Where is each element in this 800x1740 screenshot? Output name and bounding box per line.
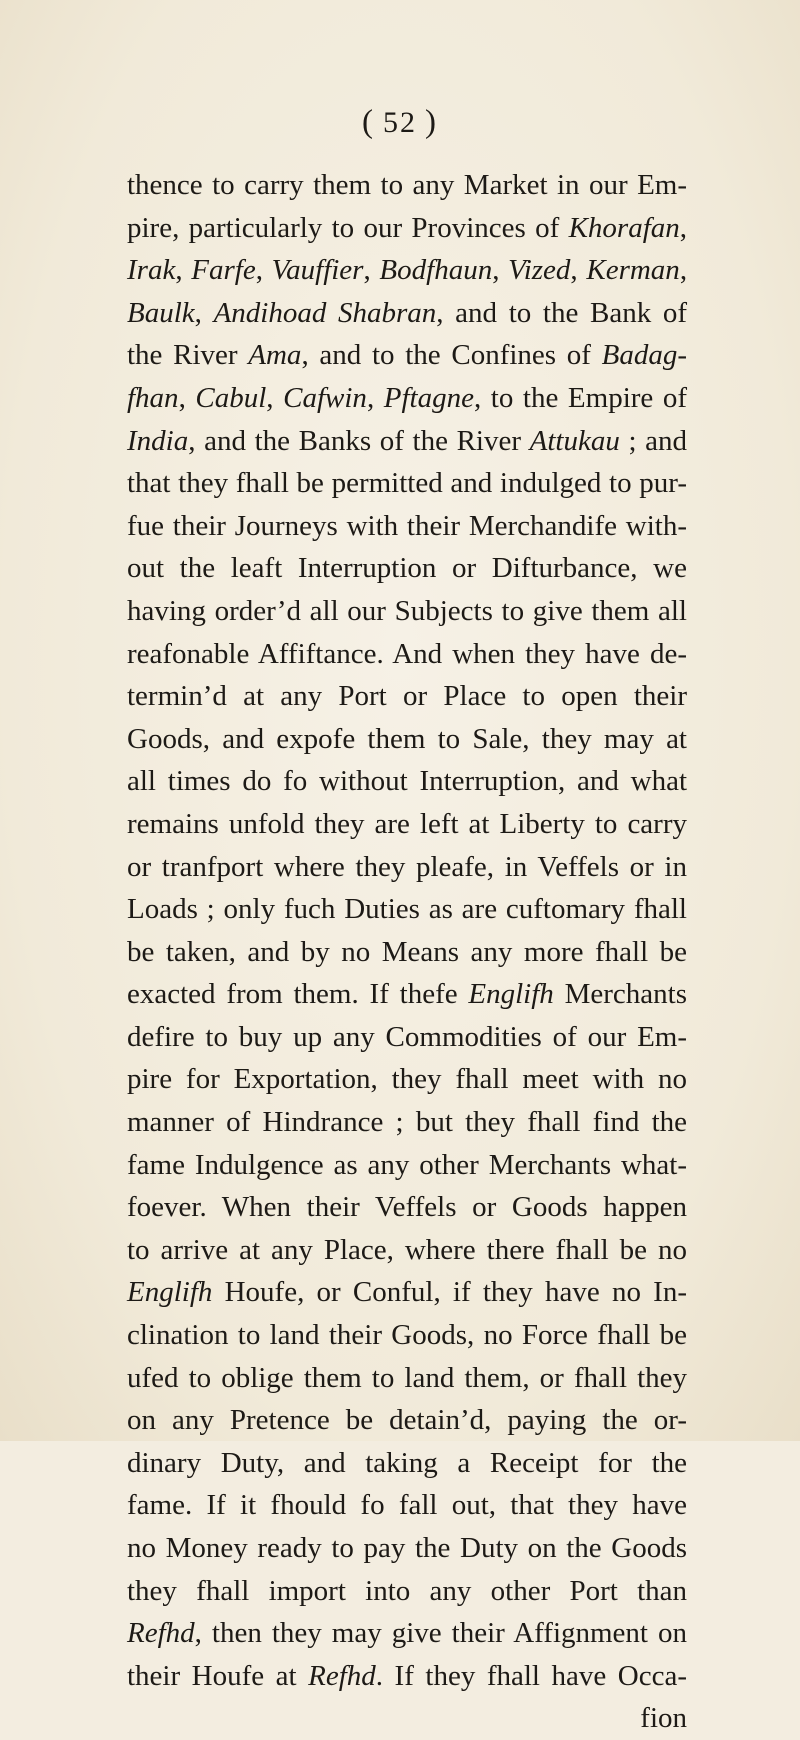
text-line: all times do fo without Interruption, and what bbox=[127, 765, 687, 798]
text-line: Refhd, then they may give their Affignment on bbox=[127, 1617, 687, 1650]
text-line: or tranfport where they pleafe, in Veffels or in bbox=[127, 850, 687, 883]
text-line: reafonable Affiftance. And when they have de- bbox=[127, 637, 687, 670]
text-line: Loads ; only fuch Duties as are cuftomary fhall bbox=[127, 893, 687, 926]
text-line: be taken, and by no Means any more fhall be bbox=[127, 935, 687, 968]
text-line: they fhall import into any other Port than bbox=[127, 1574, 687, 1607]
page-number-open-paren: ( bbox=[362, 104, 375, 140]
text-line: manner of Hindrance ; but they fhall find the bbox=[127, 1106, 687, 1139]
text-line: Baulk, Andihoad Shabran, and to the Bank of bbox=[127, 296, 688, 329]
text-line: exacted from them. If thefe Englifh Merchants bbox=[127, 978, 687, 1011]
page-number bbox=[0, 104, 800, 141]
text-line: thence to carry them to any Market in our Em- bbox=[127, 169, 687, 201]
text-line: Irak, Farfe, Vauffier, Bodfhaun, Vized, Kerman, bbox=[127, 254, 688, 287]
text-line: foever. When their Veffels or Goods happen bbox=[127, 1191, 687, 1224]
body-text bbox=[127, 164, 687, 1740]
text-line: the River Ama, and to the Confines of Badag- bbox=[127, 339, 687, 372]
text-line: defire to buy up any Commodities of our Em- bbox=[127, 1020, 687, 1053]
text-line: dinary Duty, and taking a Receipt for the bbox=[127, 1446, 687, 1479]
page-number-value: 52 bbox=[383, 106, 417, 139]
page-number-close-paren: ) bbox=[425, 104, 438, 140]
text-line: clination to land their Goods, no Force fhall be bbox=[127, 1319, 687, 1352]
text-line: India, and the Banks of the River Attukau ; and bbox=[127, 424, 687, 457]
text-line: having order’d all our Subjects to give them all bbox=[127, 594, 687, 627]
text-line: out the leaft Interruption or Difturbance, we bbox=[127, 552, 687, 585]
text-line: pire for Exportation, they fhall meet with no bbox=[127, 1063, 687, 1096]
text-line: fue their Journeys with their Merchandife with- bbox=[127, 509, 687, 542]
text-line: pire, particularly to our Provinces of Khorafan, bbox=[127, 211, 687, 244]
text-line: that they fhall be permitted and indulged to pur- bbox=[127, 467, 687, 500]
text-line: to arrive at any Place, where there fhall be no bbox=[127, 1233, 687, 1266]
text-line: fhan, Cabul, Cafwin, Pftagne, to the Empire of bbox=[127, 381, 688, 414]
text-line: on any Pretence be detain’d, paying the or- bbox=[127, 1404, 687, 1437]
text-line: Goods, and expofe them to Sale, they may at bbox=[127, 722, 687, 755]
text-line: fion bbox=[640, 1702, 687, 1735]
text-line: fame Indulgence as any other Merchants what- bbox=[127, 1148, 687, 1181]
text-line: ufed to oblige them to land them, or fhall they bbox=[127, 1361, 687, 1394]
text-line: termin’d at any Port or Place to open their bbox=[127, 680, 687, 713]
text-line: fame. If it fhould fo fall out, that they have bbox=[127, 1489, 687, 1522]
text-line: no Money ready to pay the Duty on the Goods bbox=[127, 1532, 687, 1564]
text-line: Englifh Houfe, or Conful, if they have no In- bbox=[127, 1276, 687, 1309]
text-line: remains unfold they are left at Liberty to carry bbox=[127, 807, 687, 840]
text-line: their Houfe at Refhd. If they fhall have Occa- bbox=[127, 1659, 687, 1692]
